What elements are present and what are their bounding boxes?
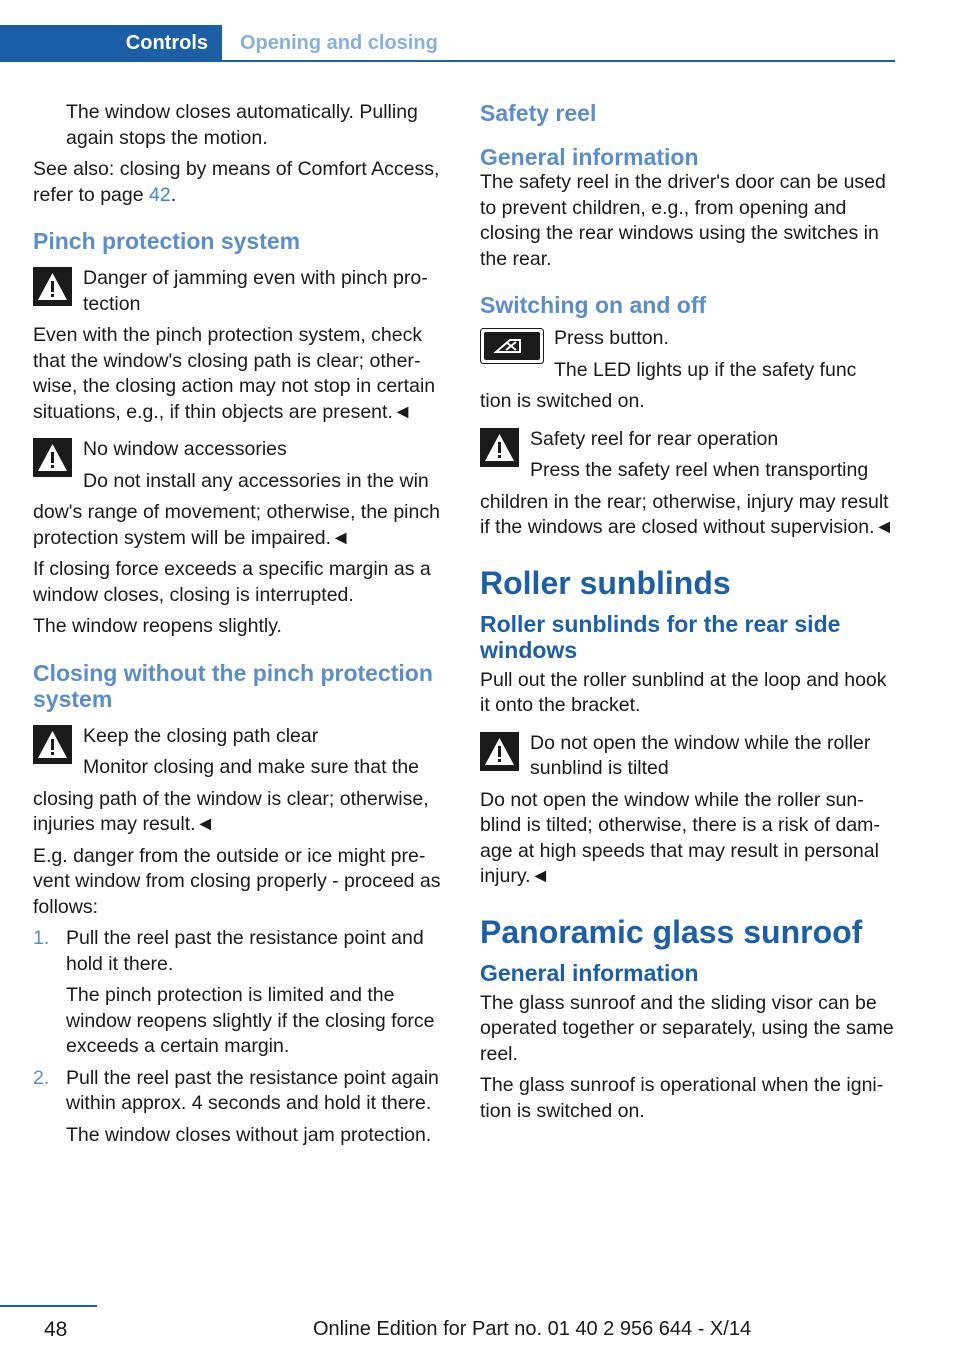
paragraph-reopens: The window reopens slightly. bbox=[33, 615, 282, 637]
heading-switching-on-off: Switching on and off bbox=[480, 292, 707, 318]
list-item bbox=[33, 926, 449, 1060]
warning-line: Do not install any accessories in the win bbox=[83, 469, 429, 492]
paragraph-auto-close: The window closes automatically. Pulling again stops the motion. bbox=[66, 101, 418, 149]
warning-body: closing path of the window is clear; otherwise, injuries may result.◄ bbox=[33, 787, 429, 835]
step-text: Pull the reel past the resistance point again within approx. 4 seconds and hold it there. bbox=[66, 1066, 439, 1114]
section-tab-controls[interactable]: Controls bbox=[0, 25, 222, 61]
warning-title: Do not open the window while the roller sunblind is tilted bbox=[530, 731, 871, 779]
list-item bbox=[33, 1066, 449, 1149]
see-also-text: See also: closing by means of Comfort Access, refer to page bbox=[33, 158, 440, 206]
paragraph-roller-body: Pull out the roller sunblind at the loop and hook it onto the bracket. bbox=[480, 668, 887, 716]
page-header bbox=[0, 0, 960, 62]
paragraph-proceed: E.g. danger from the outside or ice might prevent window from closing properly - proceed as follows: bbox=[33, 844, 441, 918]
warning-title: Danger of jamming even with pinch protection bbox=[83, 267, 428, 315]
warning-jamming bbox=[33, 266, 449, 425]
heading-sunroof-general: General information bbox=[480, 959, 699, 986]
warning-triangle-icon bbox=[33, 725, 72, 764]
heading-roller-sunblinds: Roller sunblinds bbox=[480, 564, 731, 601]
step-subtext: The window closes without jam protection. bbox=[66, 1123, 432, 1146]
page-reference-link[interactable]: 42 bbox=[149, 183, 171, 206]
warning-roller-tilted bbox=[480, 731, 898, 890]
heading-safety-reel: Safety reel bbox=[480, 100, 597, 126]
paragraph-sunroof-2: The glass sunroof is operational when the ignition is switched on. bbox=[480, 1074, 884, 1122]
heading-panoramic-sunroof: Panoramic glass sunroof bbox=[480, 913, 863, 950]
warning-triangle-icon bbox=[33, 267, 72, 306]
paragraph-sunroof-1: The glass sunroof and the sliding visor can be operated together or separately, using the same reel. bbox=[480, 991, 894, 1065]
left-column bbox=[33, 100, 449, 1154]
warning-title: No window accessories bbox=[83, 438, 287, 460]
warning-body: children in the rear; otherwise, injury may result if the windows are closed without supervision.◄ bbox=[480, 490, 894, 538]
warning-title: Safety reel for rear operation bbox=[530, 427, 779, 450]
right-column bbox=[480, 100, 898, 1130]
warning-line: Press the safety reel when transporting bbox=[530, 459, 869, 481]
header-divider bbox=[0, 60, 895, 62]
led-line: The LED lights up if the safety func bbox=[554, 358, 857, 381]
section-tab-opening-and-closing[interactable]: Opening and closing bbox=[240, 31, 438, 54]
child-lock-button-icon bbox=[480, 328, 544, 364]
led-body: tion is switched on. bbox=[480, 390, 645, 412]
warning-title: Keep the closing path clear bbox=[83, 724, 319, 747]
press-button-text: Press button. bbox=[554, 327, 669, 349]
heading-general-information: General information bbox=[480, 144, 699, 170]
warning-triangle-icon bbox=[480, 732, 519, 771]
warning-closing-path bbox=[33, 724, 449, 838]
warning-safety-reel bbox=[480, 427, 898, 541]
step-text: Pull the reel past the resistance point and hold it there. bbox=[66, 927, 424, 975]
paragraph-see-also bbox=[33, 157, 449, 208]
paragraph-closing-force: If closing force exceeds a specific margin as a window closes, closing is interrupted. bbox=[33, 558, 431, 606]
step-subtext: The pinch protection is limited and the window reopens slightly if the closing force exceeds a certain margin. bbox=[66, 984, 435, 1057]
warning-body: Even with the pinch protection system, check that the window's closing path is clear; otherwise, the closing action may not stop in certain situations, e.g., if thin objects are present.◄ bbox=[33, 324, 436, 423]
step-number: 2. bbox=[33, 1066, 50, 1089]
warning-accessories bbox=[33, 437, 449, 551]
see-also-suffix: . bbox=[170, 183, 177, 206]
heading-closing-without-pinch: Closing without the pinch protection system bbox=[33, 659, 433, 712]
safety-button-instruction bbox=[480, 326, 898, 415]
heading-pinch-protection: Pinch protection system bbox=[33, 228, 301, 254]
warning-body: dow's range of movement; otherwise, the pinch protection system will be impaired.◄ bbox=[33, 501, 440, 549]
warning-body: Do not open the window while the roller sunblind is tilted; otherwise, there is a risk of damage at high speeds that may result in personal injury.◄ bbox=[480, 788, 880, 887]
footer-divider bbox=[0, 1305, 97, 1307]
paragraph-safety-reel-general: The safety reel in the driver's door can be used to prevent children, e.g., from opening and closing the rear windows using the switches in the rear. bbox=[480, 171, 886, 270]
edition-footer: Online Edition for Part no. 01 40 2 956 644 - X/14 bbox=[313, 1318, 752, 1340]
heading-roller-rear-side: Roller sunblinds for the rear side windows bbox=[480, 610, 841, 663]
warning-triangle-icon bbox=[480, 428, 519, 467]
steps-list bbox=[33, 926, 449, 1148]
warning-triangle-icon bbox=[33, 438, 72, 477]
warning-line: Monitor closing and make sure that the bbox=[83, 756, 420, 778]
page-number: 48 bbox=[44, 1318, 68, 1341]
step-number: 1. bbox=[33, 927, 50, 949]
